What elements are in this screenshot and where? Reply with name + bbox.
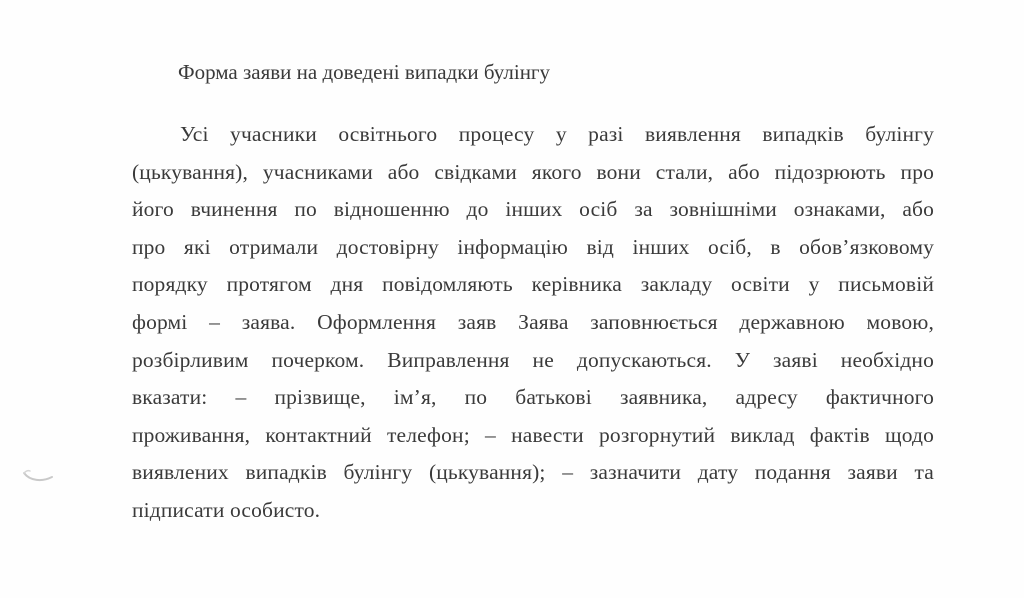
body-line: підписати особисто. xyxy=(132,497,321,522)
body-line: про які отримали достовірну інформацію від інших осіб, в обов’язковому xyxy=(132,234,934,259)
document-title: Форма заяви на доведені випадки булінгу xyxy=(178,60,551,84)
body-line: вказати: – прізвище, ім’я, по батькові заявника, адресу фактичного xyxy=(132,385,934,410)
body-line: розбірливим почерком. Виправлення не допускаються. У заяві необхідно xyxy=(132,347,934,372)
body-line: (цькування), учасниками або свідками якого вони стали, або підозрюють про xyxy=(132,159,934,184)
body-line: виявлених випадків булінгу (цькування); – зазначити дату подання заяви та xyxy=(132,460,934,485)
scan-smudge-mark xyxy=(18,455,58,485)
body-line: формі – заява. Оформлення заяв Заява заповнюється державною мовою, xyxy=(132,309,934,334)
body-line: його вчинення по відношенню до інших осіб за зовнішніми ознаками, або xyxy=(132,197,934,222)
body-line: Усі учасники освітнього процесу у разі виявлення випадків булінгу xyxy=(180,122,934,146)
body-line: порядку протягом дня повідомляють керівника закладу освіти у письмовій xyxy=(132,272,934,297)
document-body xyxy=(132,116,934,530)
body-line: проживання, контактний телефон; – навести розгорнутий виклад фактів щодо xyxy=(132,422,934,447)
